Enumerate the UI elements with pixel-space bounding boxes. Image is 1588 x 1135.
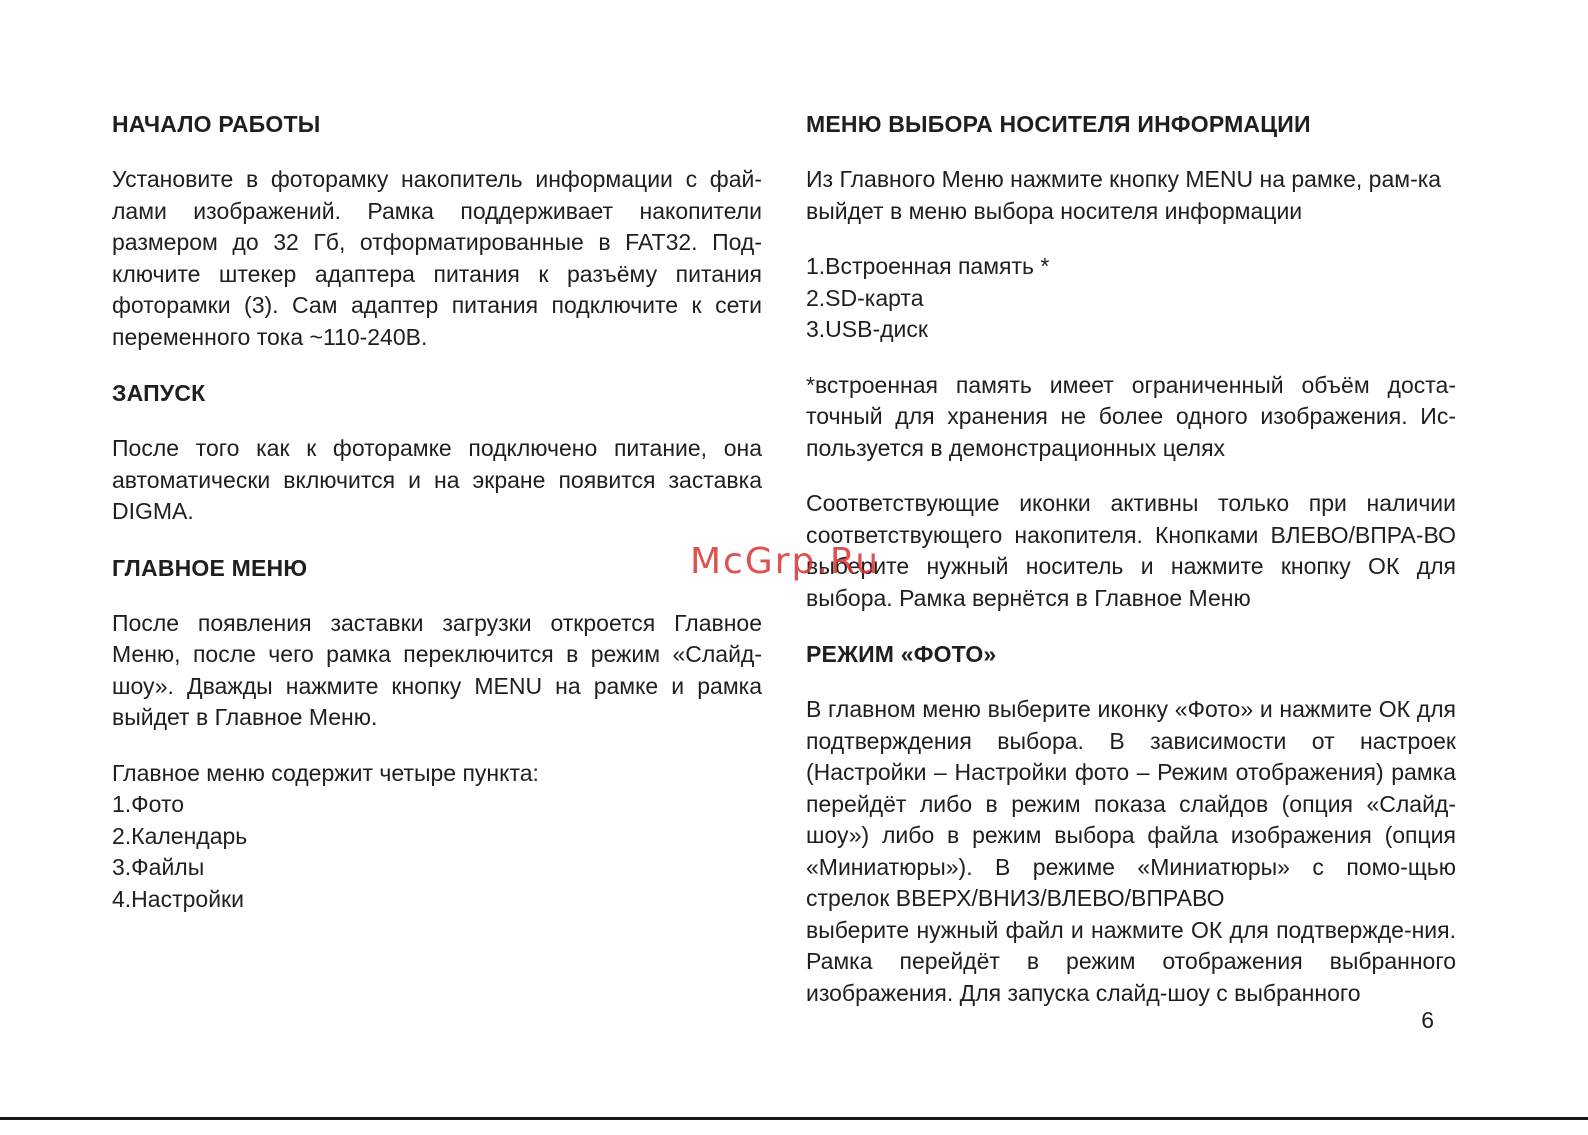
photo-mode-paragraph: В главном меню выберите иконку «Фото» и нажмите ОК для подтверждения выбора. В зависимости от настроек (Настройки – Настройки фото – Режим отображения) рамка перейдёт либо в режим показа слайдов (опция «Слайд-шоу») либо в режим выбора файла изображения (опция «Миниатюры»). В режиме «Миниатюры» с помо-щью стрелок ВВЕРХ/ВНИЗ/ВЛЕВО/ВПРАВО: [806, 696, 1456, 911]
launch-paragraph: После того как к фоторамке подключено питание, она автоматически включится и на экране появится заставка DIGMA.: [112, 435, 762, 524]
icons-paragraph: Соответствующие иконки активны только при наличии соответствующего накопителя. Кнопками ВЛЕВО/ВПРА-ВО выберите нужный носитель и нажмите кнопку ОК для выбора. Рамка вернётся в Главное Меню: [806, 490, 1456, 611]
start-heading: НАЧАЛО РАБОТЫ: [112, 111, 321, 137]
photo-mode-paragraph-continued: выберите нужный файл и нажмите ОК для подтвержде-ния. Рамка перейдёт в режим отображения выбранного изображения. Для запуска слайд-шоу с выбранного: [806, 916, 1456, 1006]
right-column: [806, 108, 1456, 1009]
media-list: [806, 251, 1456, 346]
media-menu-heading: МЕНЮ ВЫБОРА НОСИТЕЛЯ ИНФОРМАЦИИ: [806, 111, 1311, 137]
media-item: 1.Встроенная память *: [806, 253, 1050, 279]
left-column: [112, 108, 762, 915]
memory-footnote: *встроенная память имеет ограниченный объём доста-точный для хранения не более одного изображения. Ис-пользуется в демонстрационных целях: [806, 371, 1456, 461]
bottom-divider: [0, 1117, 1588, 1120]
photo-mode-heading: РЕЖИМ «ФОТО»: [806, 641, 997, 667]
launch-heading: ЗАПУСК: [112, 380, 206, 406]
media-menu-paragraph: Из Главного Меню нажмите кнопку MENU на рамке, рам-ка выйдет в меню выбора носителя информации: [806, 166, 1442, 224]
main-menu-list: [112, 758, 762, 916]
main-menu-item: 4.Настройки: [112, 885, 244, 912]
start-paragraph: Установите в фоторамку накопитель информации с фай-лами изображений. Рамка поддерживает накопители размером до 32 Гб, отформатированные в FAT32. Под-ключите штекер адаптера питания к разъёму питания фоторамки (3). Сам адаптер питания подключите к сети переменного тока ~110-240В.: [112, 166, 762, 350]
main-menu-item: 3.Файлы: [112, 854, 205, 880]
media-item: 3.USB-диск: [806, 316, 928, 342]
main-menu-item: 1.Фото: [112, 791, 185, 817]
watermark-text: McGrp.Ru: [690, 541, 881, 582]
main-menu-heading: ГЛАВНОЕ МЕНЮ: [112, 554, 308, 581]
page-number: 6: [1421, 1007, 1434, 1033]
main-menu-intro: Главное меню содержит четыре пункта:: [112, 759, 539, 786]
media-item: 2.SD-карта: [806, 284, 924, 311]
main-menu-item: 2.Календарь: [112, 822, 248, 849]
main-menu-paragraph: После появления заставки загрузки откроется Главное Меню, после чего рамка переключится в режим «Слайд-шоу». Дважды нажмите кнопку MENU на рамке и рамка выйдет в Главное Меню.: [112, 609, 762, 730]
